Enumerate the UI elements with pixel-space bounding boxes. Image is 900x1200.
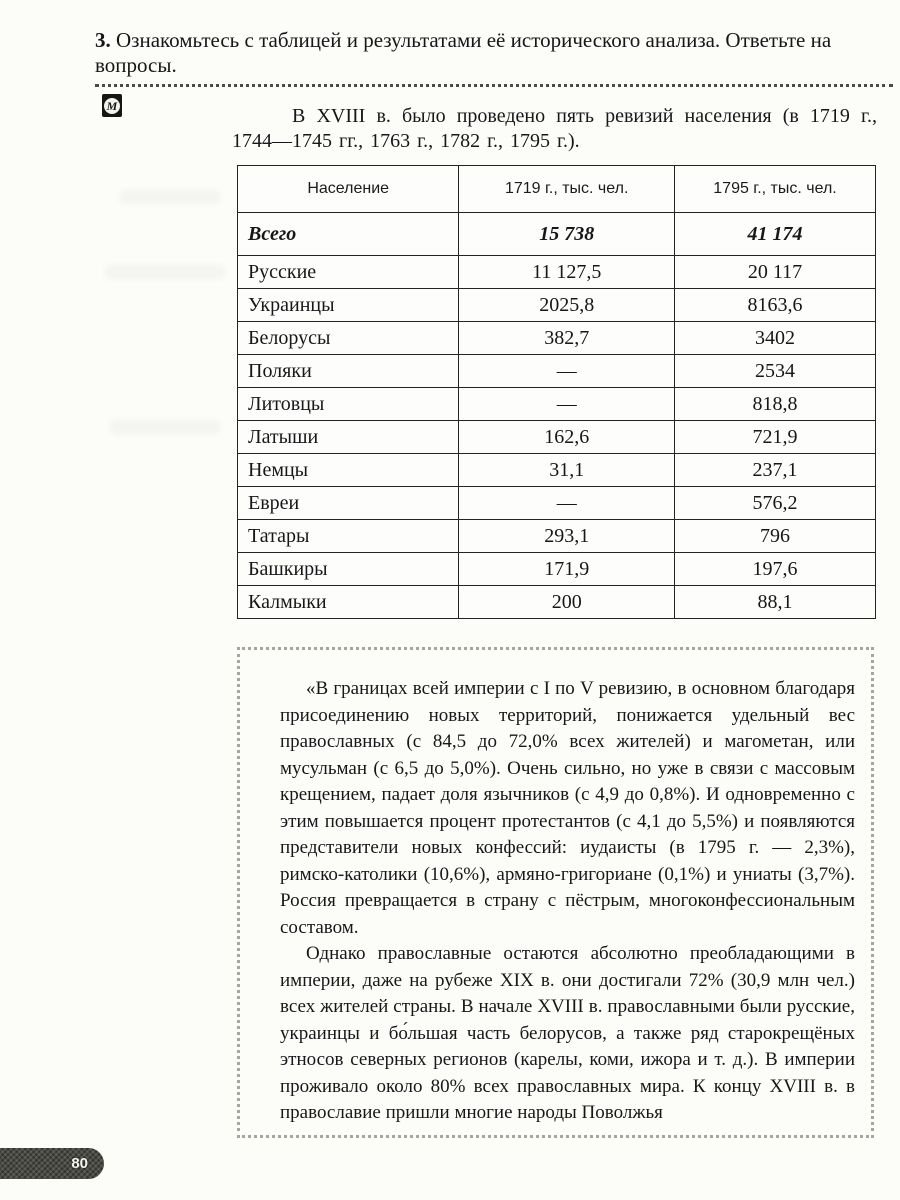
table-header-row bbox=[238, 166, 876, 213]
value-1795: 8163,6 bbox=[675, 289, 876, 322]
row-label: Татары bbox=[238, 520, 459, 553]
value-1795: 88,1 bbox=[675, 586, 876, 619]
row-label: Калмыки bbox=[238, 586, 459, 619]
task-number: 3. bbox=[95, 28, 111, 52]
row-label: Евреи bbox=[238, 487, 459, 520]
dotted-separator bbox=[95, 84, 893, 87]
quote-paragraph-2: Однако православные остаются абсолютно преобладающими в империи, даже на рубеже XIX в. они достигали 72% (30,9 млн чел.) всех жителей страны. В начале XVIII в. православными были русские, украинцы и бо́льшая часть белорусов, а также ряд старокрещёных этносов северных регионов (карелы, коми, ижора и т. д.). В империи проживало около 80% всех православных мира. К концу XVIII в. в православие пришли многие народы Поволжья bbox=[280, 943, 855, 1123]
row-label: Башкиры bbox=[238, 553, 459, 586]
row-label: Поляки bbox=[238, 355, 459, 388]
table-row bbox=[238, 553, 876, 586]
value-1719: 2025,8 bbox=[459, 289, 675, 322]
intro-paragraph: В XVIII в. было проведено пять ревизий населения (в 1719 г., 1744—1745 гг., 1763 г., 1782 г., 1795 г.). bbox=[232, 105, 877, 152]
value-1719: — bbox=[459, 487, 675, 520]
value-1795: 237,1 bbox=[675, 454, 876, 487]
value-1719: 162,6 bbox=[459, 421, 675, 454]
col-header-1719: 1719 г., тыс. чел. bbox=[459, 166, 675, 213]
method-marker-disc bbox=[104, 98, 120, 114]
table-row bbox=[238, 586, 876, 619]
row-label: Белорусы bbox=[238, 322, 459, 355]
row-label: Немцы bbox=[238, 454, 459, 487]
row-label: Латыши bbox=[238, 421, 459, 454]
row-label: Русские bbox=[238, 256, 459, 289]
analysis-quote-box bbox=[237, 647, 874, 1138]
row-label: Украинцы bbox=[238, 289, 459, 322]
value-1795: 796 bbox=[675, 520, 876, 553]
value-1795: 721,9 bbox=[675, 421, 876, 454]
value-1795: 2534 bbox=[675, 355, 876, 388]
row-label: Литовцы bbox=[238, 388, 459, 421]
table-row bbox=[238, 256, 876, 289]
value-1795: 3402 bbox=[675, 322, 876, 355]
value-1795: 41 174 bbox=[675, 213, 876, 256]
page-number: 80 bbox=[71, 1155, 88, 1172]
col-header-1795: 1795 г., тыс. чел. bbox=[675, 166, 876, 213]
page-number-bar bbox=[0, 1148, 104, 1179]
table-row bbox=[238, 454, 876, 487]
row-label: Всего bbox=[238, 213, 459, 256]
task-text: Ознакомьтесь с таблицей и результатами её исторического анализа. Ответьте на вопросы. bbox=[95, 28, 832, 77]
value-1795: 20 117 bbox=[675, 256, 876, 289]
table-row bbox=[238, 355, 876, 388]
bleed-through-smudge bbox=[110, 420, 220, 434]
value-1719: 382,7 bbox=[459, 322, 675, 355]
bleed-through-smudge bbox=[105, 265, 225, 279]
col-header-population: Население bbox=[238, 166, 459, 213]
table-row bbox=[238, 421, 876, 454]
value-1719: — bbox=[459, 388, 675, 421]
value-1795: 818,8 bbox=[675, 388, 876, 421]
table-row bbox=[238, 289, 876, 322]
value-1719: 171,9 bbox=[459, 553, 675, 586]
value-1719: 15 738 bbox=[459, 213, 675, 256]
task-heading bbox=[95, 28, 893, 78]
value-1719: — bbox=[459, 355, 675, 388]
table-row bbox=[238, 520, 876, 553]
table-row bbox=[238, 487, 876, 520]
table-row bbox=[238, 322, 876, 355]
value-1719: 11 127,5 bbox=[459, 256, 675, 289]
population-table bbox=[237, 165, 876, 619]
quote-paragraph-1: «В границах всей империи с I по V ревизию, в основном благодаря присоединению новых территорий, понижается удельный вес православных (с 84,5 до 72,0% всех жителей) и магометан, или мусульман (с 6,5 до 5,0%). Очень сильно, но уже в связи с массовым крещением, падает доля язычников (с 4,9 до 0,8%). И одновременно с этим повышается процент протестантов (с 4,1 до 5,5%) и появляются представители новых конфессий: иудаисты (в 1795 г. — 2,3%), римско-католики (10,6%), армяно-григориане (0,1%) и униаты (3,7%). Россия превращается в страну с пёстрым, многоконфессиональным составом. bbox=[280, 678, 855, 938]
bleed-through-smudge bbox=[120, 190, 220, 204]
value-1719: 293,1 bbox=[459, 520, 675, 553]
table-row bbox=[238, 388, 876, 421]
table-row-total bbox=[238, 213, 876, 256]
value-1795: 576,2 bbox=[675, 487, 876, 520]
value-1719: 200 bbox=[459, 586, 675, 619]
value-1795: 197,6 bbox=[675, 553, 876, 586]
value-1719: 31,1 bbox=[459, 454, 675, 487]
method-marker-label: М bbox=[106, 98, 118, 113]
method-marker-icon bbox=[102, 94, 122, 117]
